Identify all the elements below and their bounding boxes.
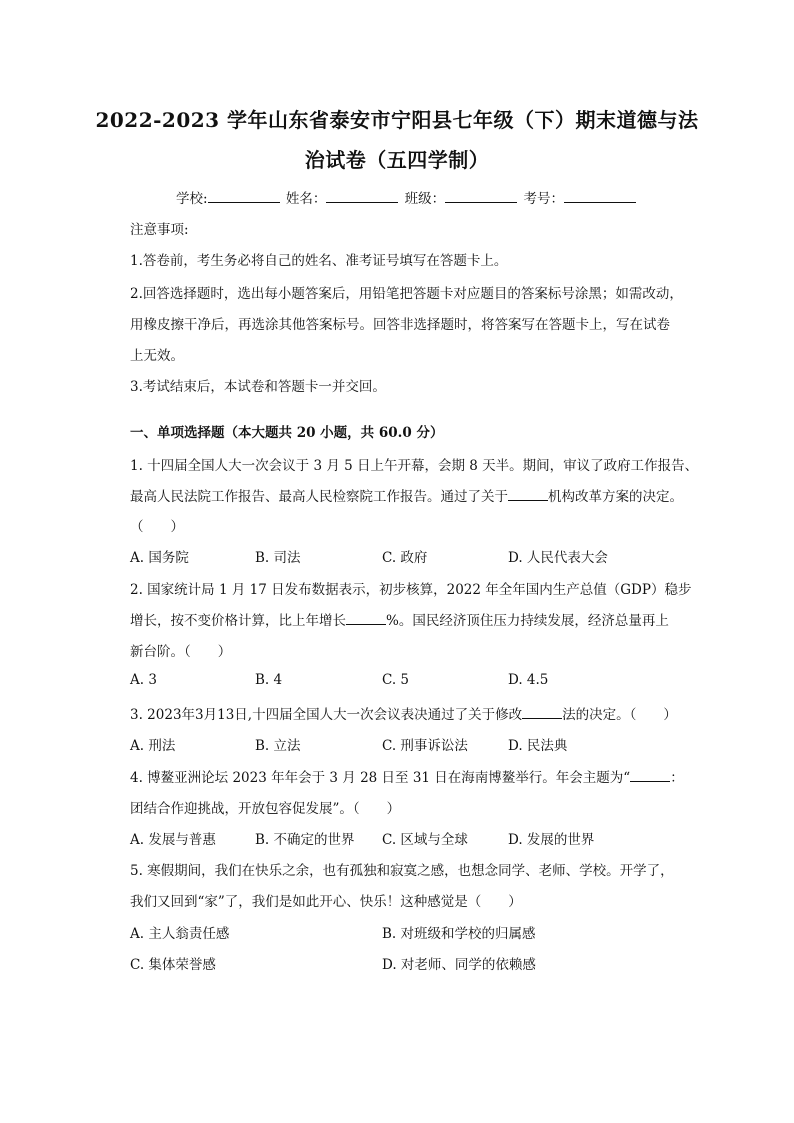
q1-option-c[interactable]: C. 政府 [382,550,428,566]
q4-line1-text-a: 4. 博鳌亚洲论坛 2023 年年会于 3 月 28 日至 31 日在海南博鳌举行。年会主题为“ [130,770,631,786]
name-label: 姓名： [285,191,327,207]
q3-option-b[interactable]: B. 立法 [255,738,301,754]
q4-blank [630,769,670,782]
exam-title-line1: 2022-2023 学年山东省泰安市宁阳县七年级（下）期末道德与法 [95,108,699,132]
q3-option-c[interactable]: C. 刑事诉讼法 [382,738,468,754]
q5-option-c[interactable]: C. 集体荣誉感 [130,957,216,973]
notice-heading: 注意事项: [130,222,189,238]
q1-option-b[interactable]: B. 司法 [255,550,301,566]
q2-option-a[interactable]: A. 3 [130,672,157,688]
notice-item-2-line1: 2.回答选择题时，选出每小题答案后，用铅笔把答题卡对应题目的答案标号涂黑；如需改动， [130,286,683,302]
q4-option-b[interactable]: B. 不确定的世界 [255,832,355,848]
q5-line1: 5. 寒假期间，我们在快乐之余，也有孤独和寂寞之感，也想念同学、老师、学校。开学了， [130,863,674,879]
q2-option-b[interactable]: B. 4 [255,672,283,688]
exam-no-label: 考号： [523,191,564,207]
q2-line2 [130,609,669,629]
q2-line1: 2. 国家统计局 1 月 17 日发布数据表示，初步核算，2022 年全年国内生产总值（GDP）稳步 [130,582,692,598]
q2-option-d[interactable]: D. 4.5 [508,672,549,688]
q2-line2-text-a: 增长，按不变价格计算，比上年增长 [130,613,346,629]
q3-line1 [130,703,677,723]
q1-line3: （ ） [130,519,184,535]
q3-line1-text-b: 法的决定。（ ） [562,707,677,723]
school-blank[interactable] [208,189,280,203]
q4-line2: 团结合作迎挑战，开放包容促发展”。（ ） [130,801,401,817]
q3-blank [522,706,562,719]
q2-line2-text-b: %。国民经济顶住压力持续发展，经济总量再上 [386,613,669,629]
q1-option-d[interactable]: D. 人民代表大会 [508,550,608,566]
q5-option-d[interactable]: D. 对老师、同学的依赖感 [382,957,536,973]
q5-line2: 我们又回到“家”了，我们是如此开心、快乐！这种感觉是（ ） [130,894,522,910]
q5-option-b[interactable]: B. 对班级和学校的归属感 [382,926,536,942]
q1-line2 [130,485,683,505]
class-label: 班级： [404,191,446,207]
exam-no-blank[interactable] [564,189,636,203]
q2-blank [346,612,386,625]
section-heading: 一、单项选择题（本大题共 20 小题，共 60.0 分） [130,425,444,441]
q4-option-a[interactable]: A. 发展与普惠 [130,832,216,848]
q1-line2-text-b: 机构改革方案的决定。 [548,489,683,505]
q1-option-a[interactable]: A. 国务院 [130,550,189,566]
q3-option-d[interactable]: D. 民法典 [508,738,568,754]
q4-option-d[interactable]: D. 发展的世界 [508,832,595,848]
q3-line1-text-a: 3. 2023年3月13日,十四届全国人大一次会议表决通过了关于修改 [130,707,523,723]
q1-blank [508,488,548,501]
notice-item-2-line3: 上无效。 [130,348,184,364]
class-blank[interactable] [445,189,517,203]
q4-line1-text-b: ： [670,770,684,786]
q2-line3: 新台阶。（ ） [130,644,232,660]
school-label: 学校: [176,191,208,207]
q3-option-a[interactable]: A. 刑法 [130,738,176,754]
notice-item-3: 3.考试结束后，本试卷和答题卡一并交回。 [130,379,386,395]
notice-item-2-line2: 用橡皮擦干净后，再选涂其他答案标号。回答非选择题时，将答案写在答题卡上，写在试卷 [130,317,670,333]
name-blank[interactable] [326,189,398,203]
q4-line1 [130,766,684,786]
q5-option-a[interactable]: A. 主人翁责任感 [130,926,230,942]
student-info-row [176,187,638,207]
q1-line1: 1. 十四届全国人大一次会议于 3 月 5 日上午开幕，会期 8 天半。期间，审议了政府工作报告、 [130,458,699,474]
exam-title-line2: 治试卷（五四学制） [304,148,490,172]
q1-line2-text-a: 最高人民法院工作报告、最高人民检察院工作报告。通过了关于 [130,489,508,505]
q2-option-c[interactable]: C. 5 [382,672,410,688]
notice-item-1: 1.答卷前，考生务必将自己的姓名、准考证号填写在答题卡上。 [130,253,508,269]
q4-option-c[interactable]: C. 区域与全球 [382,832,468,848]
